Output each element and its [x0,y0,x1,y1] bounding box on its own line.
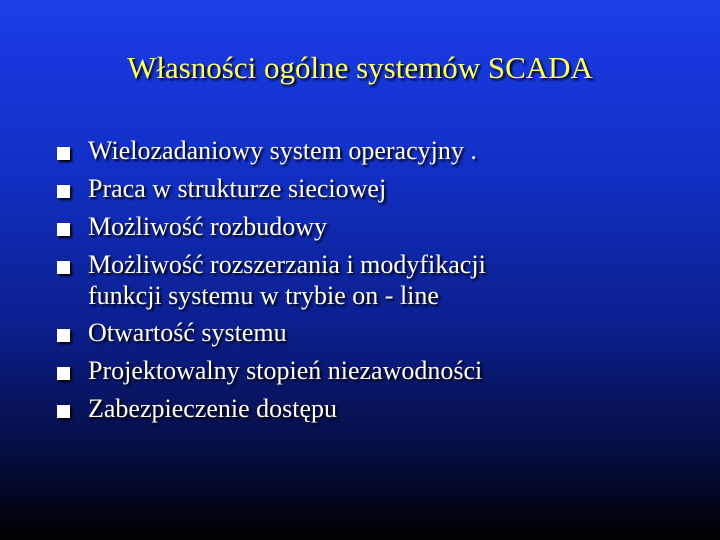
bullet-text: Otwartość systemu [88,318,287,347]
square-bullet-icon [57,147,70,160]
list-item [56,170,696,208]
square-bullet-icon [57,261,70,274]
bullet-text: Możliwość rozszerzania i modyfikacji [88,250,486,279]
slide-title: Własności ogólne systemów SCADA [127,50,593,85]
square-bullet-icon [57,405,70,418]
square-bullet-icon [57,329,70,342]
list-item [56,314,696,352]
square-bullet-icon [57,367,70,380]
list-item [56,352,696,390]
square-bullet-icon [57,185,70,198]
list-item [56,390,696,428]
bullet-text: Praca w strukturze sieciowej [88,174,387,203]
bullet-text: Możliwość rozbudowy [88,212,328,241]
bullet-text: Zabezpieczenie dostępu [88,394,338,423]
list-item [56,246,696,314]
bullet-text: Wielozadaniowy system operacyjny . [88,136,477,165]
list-item [56,132,696,170]
list-item [56,208,696,246]
square-bullet-icon [57,223,70,236]
bullet-text: Projektowalny stopień niezawodności [88,356,483,385]
bullet-list [56,132,696,428]
bullet-text-continuation: funkcji systemu w trybie on - line [88,281,439,310]
